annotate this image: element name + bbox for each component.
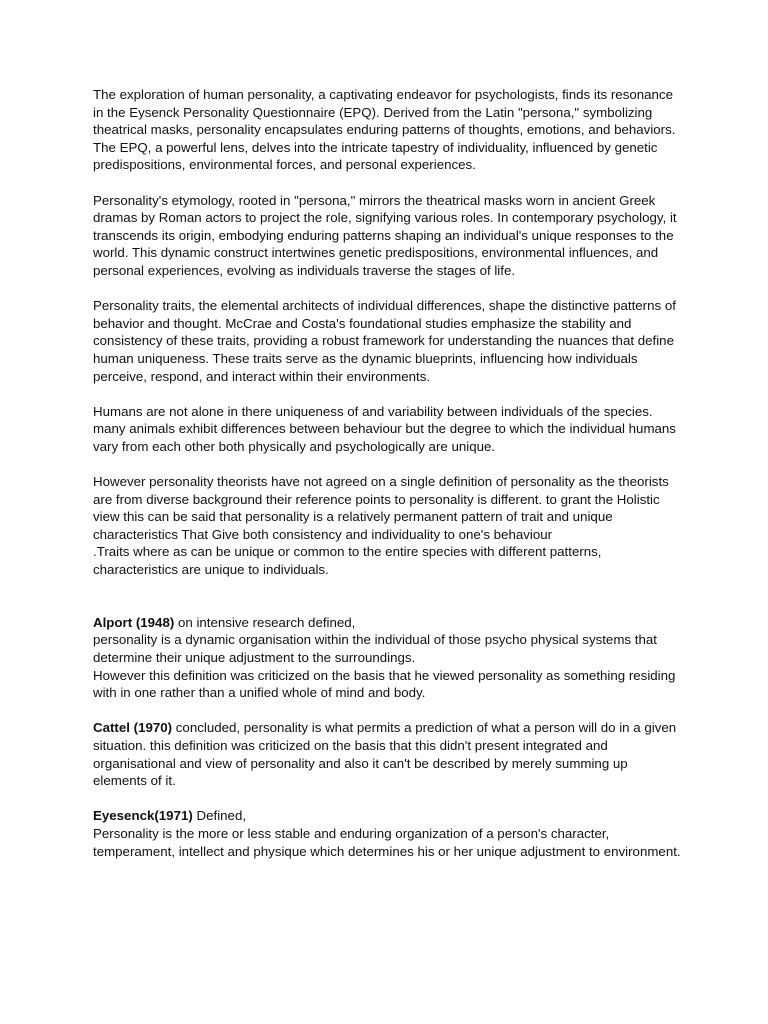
definition-heading xyxy=(93,719,683,789)
definition-eyesenck xyxy=(93,807,683,860)
traits-paragraph: Personality traits, the elemental architects of individual differences, shape the distinctive patterns of behavior and thought. McCrae and Costa's foundational studies emphasize the stability and consistency of these traits, providing a robust framework for understanding the nuances that define human uniqueness. These traits serve as the dynamic blueprints, influencing how individuals perceive, respond, and interact within their environments. xyxy=(93,298,676,384)
theorists-paragraph: However personality theorists have not agreed on a single definition of personality as the theorists are from diverse background their reference points to personality is different. to grant the Holistic view this can be said that personality is a relatively permanent pattern of trait and unique characteristics That Give both consistency and individuality to one's behaviour .Traits where as can be unique or common to the entire species with different patterns, characteristics are unique to individuals. xyxy=(93,474,669,578)
definition-alport xyxy=(93,614,683,702)
definition-lead: concluded, personality is what permits a prediction of what a person will do in a given situation. this definition was criticized on the basis that this didn't present integrated and organisational and view of personality and also it can't be described by merely summing up elements of it. xyxy=(93,720,677,789)
definition-body: Personality is the more or less stable and enduring organization of a person's character, temperament, intellect and physique which determines his or her unique adjustment to environment. xyxy=(93,825,681,859)
definition-body: personality is a dynamic organisation within the individual of those psycho physical systems that determine their unique adjustment to the surroundings. However this definition was criticized on the basis that he viewed personality as something residing with in one rather than a unified whole of mind and body. xyxy=(93,632,676,701)
definition-author: Alport (1948) xyxy=(93,614,175,630)
section-spacer xyxy=(93,596,683,614)
definition-author: Eyesenck(1971) xyxy=(93,808,193,824)
definition-author: Cattel (1970) xyxy=(93,720,173,736)
definition-cattel xyxy=(93,719,683,789)
etymology-paragraph: Personality's etymology, rooted in "persona," mirrors the theatrical masks worn in ancient Greek dramas by Roman actors to project the role, signifying various roles. In contemporary psychology, it transcends its origin, embodying enduring patterns shaping an individual's unique responses to the world. This dynamic construct intertwines genetic predispositions, environmental influences, and personal experiences, evolving as individuals traverse the stages of life. xyxy=(93,192,677,278)
intro-paragraph: The exploration of human personality, a captivating endeavor for psychologists, finds its resonance in the Eysenck Personality Questionnaire (EPQ). Derived from the Latin "persona," symbolizing theatrical masks, personality encapsulates enduring patterns of thoughts, emotions, and behaviors. The EPQ, a powerful lens, delves into the intricate tapestry of individuality, influenced by genetic predispositions, environmental forces, and personal experiences. xyxy=(93,87,676,173)
document-page xyxy=(93,86,683,878)
definition-lead: Defined, xyxy=(192,808,247,824)
definition-heading xyxy=(93,614,683,632)
definition-lead: on intensive research defined, xyxy=(174,614,356,630)
definition-heading xyxy=(93,807,683,825)
uniqueness-paragraph: Humans are not alone in there uniqueness of and variability between individuals of the species. many animals exhibit differences between behaviour but the degree to which the individual humans vary from each other both physically and psychologically are unique. xyxy=(93,403,676,454)
